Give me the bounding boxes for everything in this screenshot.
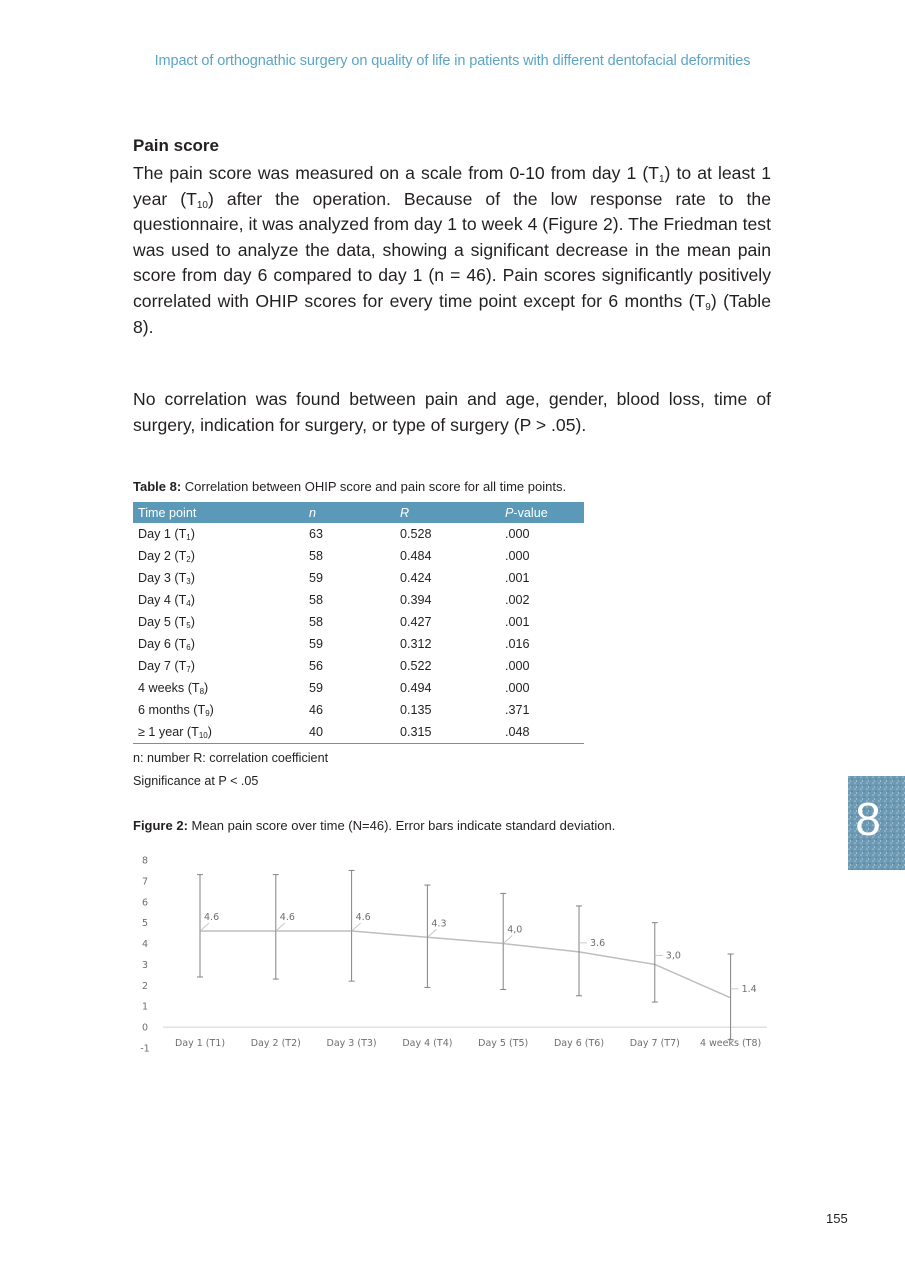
figure-caption: Figure 2: Mean pain score over time (N=46). Error bars indicate standard deviation. bbox=[133, 818, 616, 833]
table-note-significance: Significance at P < .05 bbox=[133, 774, 259, 788]
cell-p-value: .371 bbox=[505, 703, 530, 717]
table-row bbox=[133, 567, 584, 589]
cell-time-point: Day 4 $(T_4)$ bbox=[138, 593, 195, 608]
cell-p-value: .001 bbox=[505, 615, 530, 629]
page-number: 155 bbox=[826, 1211, 848, 1226]
data-label: 1.4 bbox=[741, 983, 757, 995]
pain-score-chart bbox=[133, 848, 773, 1060]
cell-r: 0.315 bbox=[395, 721, 500, 743]
cell-r: 0.427 bbox=[400, 615, 432, 629]
header-r: R bbox=[395, 502, 500, 523]
cell-time-point: Day 2 $(T_2)$ bbox=[138, 549, 195, 564]
y-tick-label: 1 bbox=[141, 1001, 149, 1013]
table-header-row bbox=[133, 502, 584, 523]
x-tick-label: Day 1 (T1) bbox=[174, 1038, 226, 1049]
header-p-value: P-value bbox=[500, 502, 584, 523]
header-time-point: Time point bbox=[133, 502, 304, 523]
correlation-table bbox=[133, 502, 584, 744]
table-row bbox=[133, 589, 584, 611]
x-tick-label: Day 2 (T2) bbox=[250, 1038, 301, 1049]
cell-n: 63 bbox=[309, 527, 324, 541]
data-label-leader bbox=[427, 929, 436, 937]
table-row bbox=[133, 611, 584, 633]
cell-r: 0.135 bbox=[400, 703, 432, 717]
data-label: 3.6 bbox=[590, 937, 606, 949]
cell-n: 59 bbox=[309, 571, 324, 585]
table-row bbox=[133, 677, 584, 699]
cell-time-point: ≥ 1 year $(T_{10})$ bbox=[133, 721, 304, 743]
cell-n: 40 bbox=[304, 721, 395, 743]
data-label: 4.3 bbox=[431, 918, 447, 930]
header-n: n bbox=[304, 502, 395, 523]
cell-n: 59 bbox=[309, 637, 324, 651]
table-row bbox=[133, 523, 584, 545]
cell-p-value: .000 bbox=[505, 527, 530, 541]
chapter-number: 8 bbox=[855, 793, 881, 845]
x-tick-label: Day 7 (T7) bbox=[629, 1038, 680, 1049]
y-tick-label: 0 bbox=[141, 1022, 149, 1034]
y-tick-label: -1 bbox=[140, 1043, 150, 1055]
data-label-leader bbox=[276, 923, 285, 931]
chapter-tab bbox=[848, 776, 905, 870]
table-row bbox=[133, 655, 584, 677]
y-tick-label: 5 bbox=[141, 918, 149, 930]
x-tick-label: Day 5 (T5) bbox=[478, 1038, 529, 1049]
cell-p-value: .002 bbox=[505, 593, 530, 607]
cell-time-point: Day 7 $(T_7)$ bbox=[138, 659, 195, 674]
data-label-leader bbox=[503, 936, 512, 944]
cell-time-point: Day 1 $(T_1)$ bbox=[138, 527, 195, 542]
table-row bbox=[133, 721, 584, 743]
cell-r: 0.394 bbox=[400, 593, 432, 607]
table-caption: Table 8: Correlation between OHIP score and pain score for all time points. bbox=[133, 479, 567, 494]
cell-p-value: .001 bbox=[505, 571, 530, 585]
paragraph-pain-score: The pain score was measured on a scale from 0-10 from day 1 $(T_1)$ to at least 1 year $(T_{10})$ after the operation. Because of the low response rate to the questionnaire, it was analyzed from day 1 to week 4 (Figure 2). The Friedman test was used to analyze the data, showing a significant decrease in the mean pain score from day 6 compared to day 1 (n = 46). Pain scores significantly positively correlated with OHIP scores for every time point except for 6 months $(T_9)$ (Table 8). bbox=[133, 163, 771, 337]
data-label: 4,0 bbox=[507, 924, 523, 936]
cell-p-value: .000 bbox=[505, 659, 530, 673]
data-label: 4.6 bbox=[355, 912, 371, 924]
x-tick-label: 4 weeks (T8) bbox=[699, 1038, 762, 1049]
x-tick-label: Day 6 (T6) bbox=[553, 1038, 605, 1049]
running-header: Impact of orthognathic surgery on quality of life in patients with different dentofacial deformities bbox=[154, 53, 751, 69]
series-line bbox=[200, 931, 731, 998]
cell-n: 58 bbox=[309, 593, 324, 607]
cell-r: 0.484 bbox=[400, 549, 432, 563]
cell-n: 56 bbox=[309, 659, 324, 673]
y-tick-label: 6 bbox=[141, 897, 149, 909]
data-label-leader bbox=[200, 923, 209, 931]
x-tick-label: Day 4 (T4) bbox=[402, 1038, 453, 1049]
x-tick-label: Day 3 (T3) bbox=[326, 1038, 377, 1049]
cell-r: 0.528 bbox=[400, 527, 432, 541]
table-row bbox=[133, 545, 584, 567]
cell-r: 0.494 bbox=[400, 681, 432, 695]
cell-p-value: .000 bbox=[505, 549, 530, 563]
data-label: 4.6 bbox=[204, 912, 220, 924]
cell-time-point: 4 weeks $(T_8)$ bbox=[138, 681, 209, 696]
table-row bbox=[133, 633, 584, 655]
data-label-leader bbox=[352, 923, 361, 931]
y-tick-label: 3 bbox=[141, 959, 149, 971]
y-tick-label: 7 bbox=[141, 876, 149, 888]
cell-time-point: Day 5 $(T_5)$ bbox=[138, 615, 195, 630]
paragraph-no-correlation: No correlation was found between pain and age, gender, blood loss, time of surgery, indication for surgery, or type of surgery (P > .05). bbox=[133, 389, 771, 435]
cell-p-value: .000 bbox=[505, 681, 530, 695]
y-tick-label: 4 bbox=[141, 939, 149, 951]
cell-n: 46 bbox=[309, 703, 324, 717]
cell-time-point: 6 months $(T_9)$ bbox=[138, 703, 214, 718]
cell-r: 0.424 bbox=[400, 571, 432, 585]
y-tick-label: 2 bbox=[141, 980, 149, 992]
cell-time-point: Day 3 $(T_3)$ bbox=[138, 571, 195, 586]
table-row bbox=[133, 699, 584, 721]
data-label: 3,0 bbox=[665, 950, 681, 962]
cell-n: 58 bbox=[309, 615, 324, 629]
cell-n: 59 bbox=[309, 681, 324, 695]
cell-n: 58 bbox=[309, 549, 324, 563]
cell-time-point: Day 6 $(T_6)$ bbox=[138, 637, 195, 652]
table-note-abbreviations: n: number R: correlation coefficient bbox=[133, 751, 329, 765]
cell-r: 0.522 bbox=[400, 659, 432, 673]
cell-p-value: .016 bbox=[505, 637, 530, 651]
cell-p-value: .048 bbox=[500, 721, 584, 743]
data-label: 4.6 bbox=[279, 912, 295, 924]
cell-r: 0.312 bbox=[400, 637, 432, 651]
section-title: Pain score bbox=[133, 136, 219, 155]
y-tick-label: 8 bbox=[141, 855, 149, 867]
